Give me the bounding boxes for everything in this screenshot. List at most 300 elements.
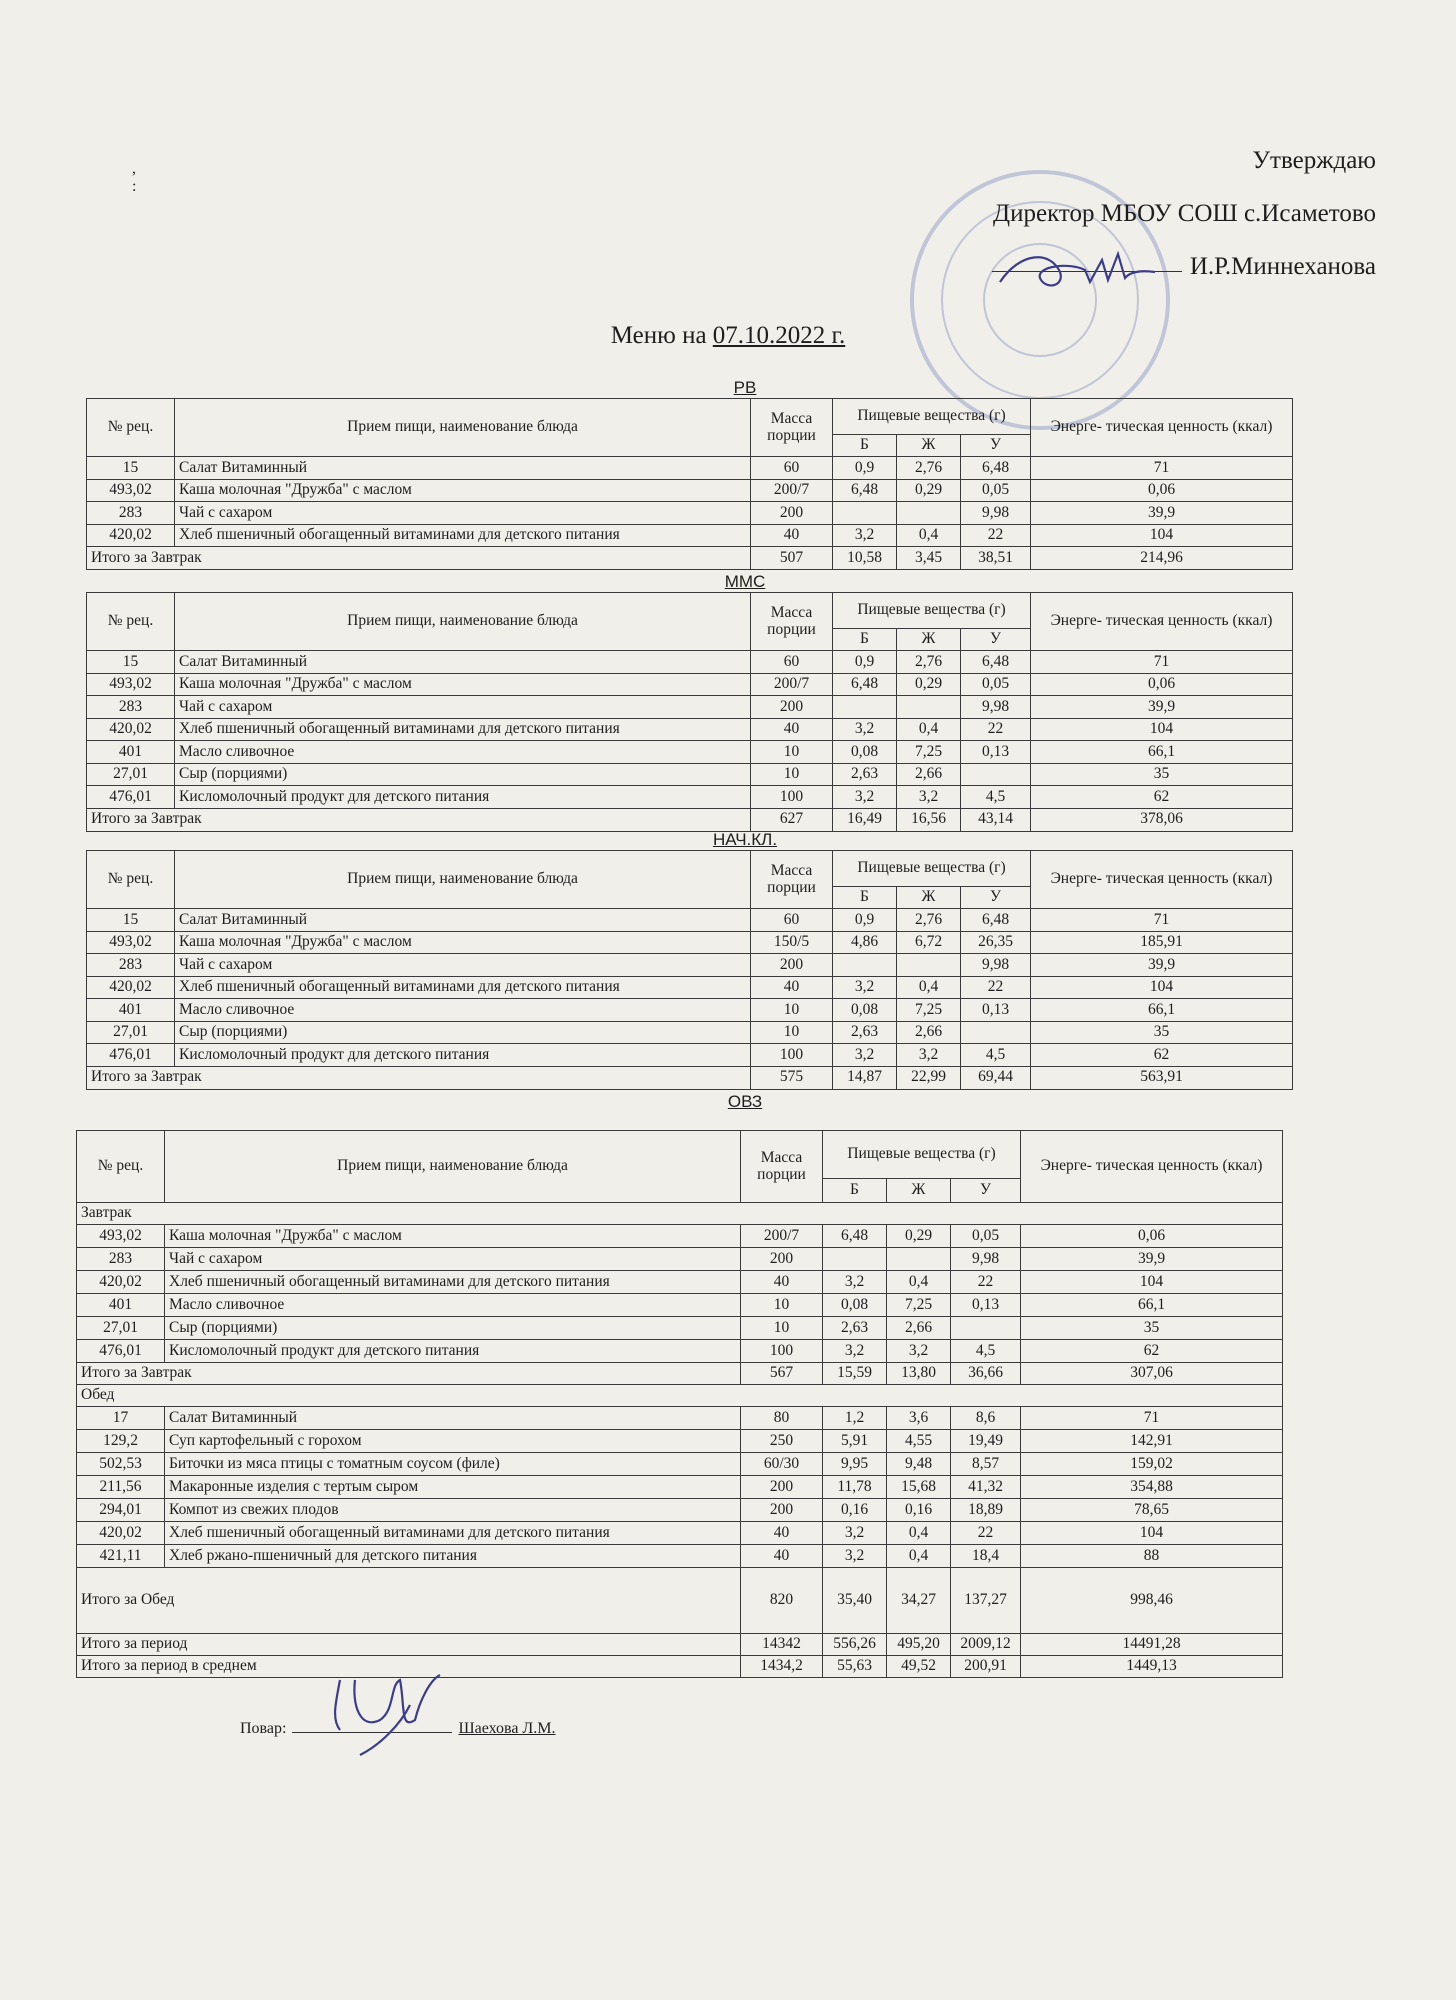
table-row [77,1294,1283,1317]
dish-name: Хлеб пшеничный обогащенный витаминами для детского питания [175,524,751,547]
portion-mass: 200/7 [751,479,833,502]
portion-mass: 10 [751,763,833,786]
fat: 7,25 [897,741,961,764]
energy: 66,1 [1031,999,1293,1022]
total-label: Итого за Завтрак [77,1363,741,1385]
protein: 3,2 [833,1044,897,1067]
energy: 62 [1031,1044,1293,1067]
dish-name: Каша молочная "Дружба" с маслом [175,479,751,502]
carbs: 9,98 [961,502,1031,525]
protein: 3,2 [823,1545,887,1568]
col-rec: № рец. [87,851,175,909]
dish-name: Кисломолочный продукт для детского питания [165,1340,741,1363]
header-row [77,1131,1283,1179]
section-label: ОВЗ [727,1092,763,1111]
fat: 2,76 [897,651,961,674]
fat [887,1248,951,1271]
portion-mass: 200 [751,696,833,719]
carbs: 8,6 [951,1407,1021,1430]
total-protein: 16,49 [833,808,897,831]
energy: 71 [1031,909,1293,932]
energy: 71 [1031,457,1293,480]
portion-mass: 40 [751,718,833,741]
table-row [87,909,1293,932]
margin-marks: , : [132,160,144,195]
carbs [961,763,1031,786]
carbs: 6,48 [961,651,1031,674]
col-energy: Энерге- тическая ценность (ккал) [1031,851,1293,909]
table-row [87,999,1293,1022]
rec-number: 15 [87,457,175,480]
rec-number: 493,02 [87,673,175,696]
protein: 4,86 [833,931,897,954]
cook-name: Шаехова Л.М. [458,1720,556,1737]
rec-number: 283 [87,696,175,719]
carbs: 26,35 [961,931,1031,954]
col-dish: Прием пищи, наименование блюда [175,593,751,651]
total-mass: 820 [741,1568,823,1634]
dish-name: Масло сливочное [175,999,751,1022]
portion-mass: 200/7 [741,1225,823,1248]
col-rec: № рец. [87,593,175,651]
total-mass: 575 [751,1066,833,1089]
total-fat: 49,52 [887,1656,951,1678]
table-row [77,1407,1283,1430]
carbs: 6,48 [961,457,1031,480]
fat: 9,48 [887,1453,951,1476]
header-row [87,851,1293,887]
energy: 354,88 [1021,1476,1283,1499]
period-total-row [77,1634,1283,1656]
rec-number: 283 [87,502,175,525]
portion-mass: 100 [751,1044,833,1067]
energy: 39,9 [1031,954,1293,977]
carbs: 18,89 [951,1499,1021,1522]
protein: 3,2 [833,718,897,741]
col-mass: Масса порции [751,399,833,457]
portion-mass: 40 [741,1545,823,1568]
fat: 0,29 [897,479,961,502]
energy: 104 [1031,976,1293,999]
total-energy: 307,06 [1021,1363,1283,1385]
fat: 0,29 [887,1225,951,1248]
col-b: Б [833,887,897,909]
col-b: Б [823,1179,887,1203]
fat: 15,68 [887,1476,951,1499]
section-label: ММС [724,572,766,591]
rec-number: 401 [87,999,175,1022]
col-energy: Энерге- тическая ценность (ккал) [1031,399,1293,457]
group-label: Завтрак [77,1203,1283,1225]
protein: 3,2 [833,976,897,999]
total-protein: 10,58 [833,547,897,570]
table-row [87,763,1293,786]
fat [897,954,961,977]
title-prefix: Меню на [610,322,713,349]
table-row [87,479,1293,502]
rec-number: 420,02 [87,718,175,741]
dish-name: Кисломолочный продукт для детского питания [175,786,751,809]
portion-mass: 150/5 [751,931,833,954]
col-zh: Ж [897,629,961,651]
energy: 71 [1031,651,1293,674]
cook-signature [320,1650,450,1760]
col-b: Б [833,435,897,457]
energy: 0,06 [1031,479,1293,502]
menu-table [86,850,1293,1090]
dish-name: Салат Витаминный [175,651,751,674]
carbs: 8,57 [951,1453,1021,1476]
dish-name: Сыр (порциями) [175,1021,751,1044]
fat: 7,25 [897,999,961,1022]
rec-number: 401 [77,1294,165,1317]
carbs: 19,49 [951,1430,1021,1453]
total-protein: 556,26 [823,1634,887,1656]
portion-mass: 40 [751,976,833,999]
carbs: 9,98 [961,696,1031,719]
table-row [77,1271,1283,1294]
total-label: Итого за период в среднем [77,1656,741,1678]
portion-mass: 200 [741,1499,823,1522]
total-fat: 34,27 [887,1568,951,1634]
dish-name: Салат Витаминный [175,909,751,932]
protein: 0,9 [833,909,897,932]
fat: 2,66 [887,1317,951,1340]
portion-mass: 10 [751,999,833,1022]
total-label: Итого за период [77,1634,741,1656]
rec-number: 27,01 [87,763,175,786]
fat: 3,6 [887,1407,951,1430]
total-mass: 567 [741,1363,823,1385]
section-label: НАЧ.КЛ. [712,830,778,849]
portion-mass: 10 [741,1294,823,1317]
dish-name: Масло сливочное [165,1294,741,1317]
dish-name: Суп картофельный с горохом [165,1430,741,1453]
dish-name: Хлеб пшеничный обогащенный витаминами для детского питания [175,976,751,999]
protein: 3,2 [833,524,897,547]
dish-name: Биточки из мяса птицы с томатным соусом (филе) [165,1453,741,1476]
energy: 35 [1031,1021,1293,1044]
fat: 0,4 [897,718,961,741]
protein: 6,48 [833,673,897,696]
fat: 2,66 [897,1021,961,1044]
fat [897,502,961,525]
energy: 35 [1021,1317,1283,1340]
portion-mass: 200 [741,1248,823,1271]
portion-mass: 60 [751,909,833,932]
carbs: 22 [951,1522,1021,1545]
fat: 0,4 [897,524,961,547]
table-row [77,1499,1283,1522]
protein: 0,9 [833,457,897,480]
table-row [87,457,1293,480]
protein: 0,08 [833,741,897,764]
col-nutrients: Пищевые вещества (г) [833,399,1031,435]
group-label: Обед [77,1385,1283,1407]
carbs: 22 [951,1271,1021,1294]
rec-number: 476,01 [77,1340,165,1363]
table-row [77,1317,1283,1340]
total-label: Итого за Завтрак [87,1066,751,1089]
col-nutrients: Пищевые вещества (г) [823,1131,1021,1179]
director-name: И.Р.Миннеханова [1189,253,1376,280]
portion-mass: 10 [751,1021,833,1044]
cook-label: Повар: [240,1720,287,1737]
dish-name: Хлеб пшеничный обогащенный витаминами для детского питания [175,718,751,741]
energy: 66,1 [1021,1294,1283,1317]
rec-number: 283 [77,1248,165,1271]
fat: 2,76 [897,457,961,480]
carbs: 0,05 [951,1225,1021,1248]
carbs: 0,05 [961,479,1031,502]
carbs: 9,98 [961,954,1031,977]
table-row [77,1225,1283,1248]
fat: 4,55 [887,1430,951,1453]
table-row [87,502,1293,525]
carbs: 6,48 [961,909,1031,932]
fat: 6,72 [897,931,961,954]
protein: 0,08 [833,999,897,1022]
portion-mass: 60 [751,651,833,674]
protein: 5,91 [823,1430,887,1453]
fat: 2,66 [897,763,961,786]
carbs: 18,4 [951,1545,1021,1568]
total-carbs: 2009,12 [951,1634,1021,1656]
total-carbs: 137,27 [951,1568,1021,1634]
rec-number: 211,56 [77,1476,165,1499]
fat: 0,29 [897,673,961,696]
portion-mass: 250 [741,1430,823,1453]
total-energy: 563,91 [1031,1066,1293,1089]
energy: 185,91 [1031,931,1293,954]
dish-name: Макаронные изделия с тертым сыром [165,1476,741,1499]
total-energy: 214,96 [1031,547,1293,570]
col-u: У [961,435,1031,457]
group-breakfast [77,1203,1283,1225]
protein: 3,2 [823,1522,887,1545]
total-fat: 16,56 [897,808,961,831]
protein: 2,63 [823,1317,887,1340]
col-energy: Энерге- тическая ценность (ккал) [1021,1131,1283,1203]
energy: 39,9 [1031,696,1293,719]
col-u: У [961,629,1031,651]
table-row [87,524,1293,547]
rec-number: 476,01 [87,786,175,809]
energy: 71 [1021,1407,1283,1430]
carbs: 22 [961,524,1031,547]
dish-name: Каша молочная "Дружба" с маслом [175,931,751,954]
menu-table [86,398,1293,570]
protein: 1,2 [823,1407,887,1430]
rec-number: 420,02 [77,1522,165,1545]
energy: 88 [1021,1545,1283,1568]
protein: 3,2 [823,1340,887,1363]
carbs: 0,05 [961,673,1031,696]
approve-label: Утверждаю [1252,147,1376,174]
col-energy: Энерге- тическая ценность (ккал) [1031,593,1293,651]
col-zh: Ж [897,435,961,457]
fat: 0,4 [887,1545,951,1568]
total-protein: 14,87 [833,1066,897,1089]
portion-mass: 10 [751,741,833,764]
carbs: 4,5 [961,786,1031,809]
col-u: У [951,1179,1021,1203]
carbs: 0,13 [961,999,1031,1022]
rec-number: 17 [77,1407,165,1430]
rec-number: 401 [87,741,175,764]
carbs: 9,98 [951,1248,1021,1271]
energy: 142,91 [1021,1430,1283,1453]
dish-name: Хлеб пшеничный обогащенный витаминами для детского питания [165,1271,741,1294]
total-label: Итого за Завтрак [87,808,751,831]
table-row [87,1021,1293,1044]
total-energy: 1449,13 [1021,1656,1283,1678]
page-title [0,322,1456,350]
rec-number: 476,01 [87,1044,175,1067]
total-carbs: 36,66 [951,1363,1021,1385]
rec-number: 420,02 [87,524,175,547]
protein: 2,63 [833,763,897,786]
energy: 159,02 [1021,1453,1283,1476]
rec-number: 129,2 [77,1430,165,1453]
col-dish: Прием пищи, наименование блюда [175,851,751,909]
fat: 2,76 [897,909,961,932]
table-row [77,1545,1283,1568]
portion-mass: 60/30 [741,1453,823,1476]
table-row [87,786,1293,809]
fat: 0,16 [887,1499,951,1522]
table-row [87,651,1293,674]
portion-mass: 10 [741,1317,823,1340]
total-fat: 13,80 [887,1363,951,1385]
portion-mass: 200/7 [751,673,833,696]
breakfast-total-row [77,1363,1283,1385]
col-nutrients: Пищевые вещества (г) [833,593,1031,629]
section-label: РВ [733,378,757,397]
total-mass: 507 [751,547,833,570]
rec-number: 493,02 [87,931,175,954]
dish-name: Хлеб пшеничный обогащенный витаминами для детского питания [165,1522,741,1545]
carbs: 0,13 [961,741,1031,764]
dish-name: Чай с сахаром [175,502,751,525]
total-carbs: 43,14 [961,808,1031,831]
table-row [77,1453,1283,1476]
total-row [87,808,1293,831]
energy: 39,9 [1021,1248,1283,1271]
rec-number: 420,02 [77,1271,165,1294]
table-row [77,1522,1283,1545]
carbs [961,1021,1031,1044]
col-rec: № рец. [87,399,175,457]
total-protein: 15,59 [823,1363,887,1385]
total-carbs: 200,91 [951,1656,1021,1678]
fat: 3,2 [897,786,961,809]
col-b: Б [833,629,897,651]
table-row [87,931,1293,954]
col-mass: Масса порции [741,1131,823,1203]
dish-name: Компот из свежих плодов [165,1499,741,1522]
total-fat: 3,45 [897,547,961,570]
protein: 0,16 [823,1499,887,1522]
group-lunch [77,1385,1283,1407]
energy: 0,06 [1021,1225,1283,1248]
total-label: Итого за Обед [77,1568,741,1634]
rec-number: 27,01 [87,1021,175,1044]
carbs: 4,5 [961,1044,1031,1067]
table-row [87,976,1293,999]
dish-name: Чай с сахаром [175,696,751,719]
dish-name: Каша молочная "Дружба" с маслом [165,1225,741,1248]
energy: 104 [1031,718,1293,741]
energy: 62 [1031,786,1293,809]
col-dish: Прием пищи, наименование блюда [175,399,751,457]
total-energy: 378,06 [1031,808,1293,831]
rec-number: 27,01 [77,1317,165,1340]
table-row [87,718,1293,741]
total-energy: 14491,28 [1021,1634,1283,1656]
carbs: 4,5 [951,1340,1021,1363]
table-row [77,1248,1283,1271]
portion-mass: 40 [741,1271,823,1294]
col-mass: Масса порции [751,593,833,651]
protein [823,1248,887,1271]
dish-name: Каша молочная "Дружба" с маслом [175,673,751,696]
protein [833,502,897,525]
portion-mass: 40 [741,1522,823,1545]
rec-number: 420,02 [87,976,175,999]
protein: 6,48 [823,1225,887,1248]
fat: 0,4 [887,1271,951,1294]
protein: 11,78 [823,1476,887,1499]
rec-number: 15 [87,651,175,674]
rec-number: 421,11 [77,1545,165,1568]
fat [897,696,961,719]
energy: 104 [1031,524,1293,547]
portion-mass: 40 [751,524,833,547]
dish-name: Сыр (порциями) [165,1317,741,1340]
carbs: 22 [961,976,1031,999]
energy: 66,1 [1031,741,1293,764]
director-signature [990,242,1160,302]
dish-name: Сыр (порциями) [175,763,751,786]
table-row [87,954,1293,977]
fat: 7,25 [887,1294,951,1317]
portion-mass: 100 [751,786,833,809]
table-row [87,673,1293,696]
carbs: 22 [961,718,1031,741]
energy: 104 [1021,1271,1283,1294]
rec-number: 283 [87,954,175,977]
total-protein: 35,40 [823,1568,887,1634]
header-row [87,399,1293,435]
total-energy: 998,46 [1021,1568,1283,1634]
total-fat: 22,99 [897,1066,961,1089]
energy: 0,06 [1031,673,1293,696]
total-carbs: 69,44 [961,1066,1031,1089]
rec-number: 493,02 [87,479,175,502]
carbs: 41,32 [951,1476,1021,1499]
header-row [87,593,1293,629]
rec-number: 294,01 [77,1499,165,1522]
fat: 0,4 [887,1522,951,1545]
total-label: Итого за Завтрак [87,547,751,570]
rec-number: 15 [87,909,175,932]
table-row [87,696,1293,719]
energy: 62 [1021,1340,1283,1363]
energy: 39,9 [1031,502,1293,525]
portion-mass: 200 [751,954,833,977]
col-mass: Масса порции [751,851,833,909]
